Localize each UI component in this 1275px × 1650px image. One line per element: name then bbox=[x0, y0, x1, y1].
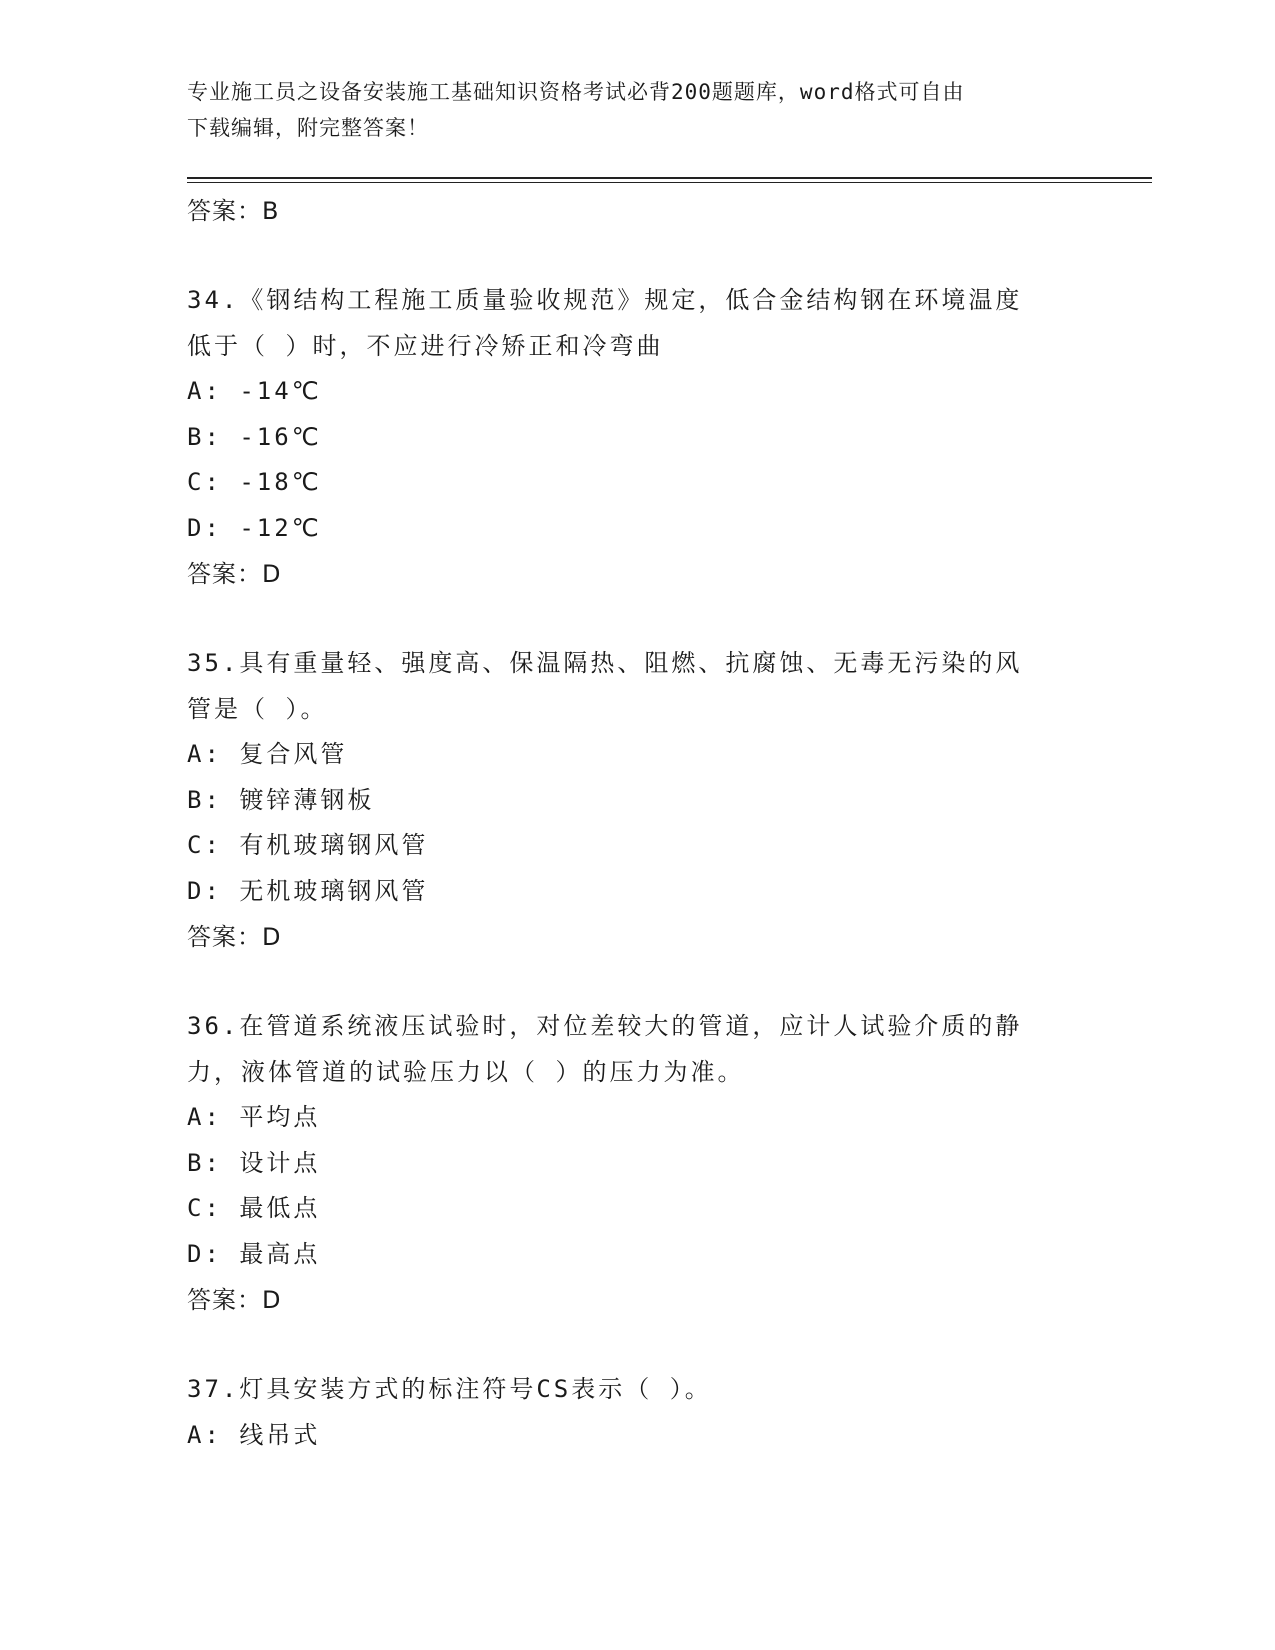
option-c: C: -18℃ bbox=[187, 468, 322, 496]
question-text-line: 力，液体管道的试验压力以（ ）的压力为准。 bbox=[187, 1057, 745, 1086]
header-divider-thin bbox=[187, 182, 1152, 183]
answer-label: 答案：D bbox=[187, 560, 282, 588]
question-text-line: 37.灯具安装方式的标注符号CS表示（ ）。 bbox=[187, 1375, 712, 1403]
option-b: B: 镀锌薄钢板 bbox=[187, 785, 375, 814]
option-c: C: 最低点 bbox=[187, 1194, 321, 1222]
question-text-line: 34.《钢结构工程施工质量验收规范》规定，低合金结构钢在环境温度 bbox=[187, 286, 1023, 314]
answer-label: 答案：D bbox=[187, 923, 282, 951]
option-b: B: -16℃ bbox=[187, 422, 322, 451]
question-text-line: 36.在管道系统液压试验时，对位差较大的管道，应计人试验介质的静 bbox=[187, 1012, 1023, 1040]
option-b: B: 设计点 bbox=[187, 1148, 321, 1177]
spacer bbox=[187, 234, 1087, 278]
spacer bbox=[187, 1323, 1087, 1367]
question-text-line: 管是（ ）。 bbox=[187, 694, 328, 723]
question-35 bbox=[187, 641, 1087, 960]
question-list bbox=[187, 188, 1087, 1458]
question-text-line: 低于（ ）时，不应进行冷矫正和冷弯曲 bbox=[187, 331, 664, 360]
option-a: A: 线吊式 bbox=[187, 1420, 321, 1449]
option-d: D: -12℃ bbox=[187, 513, 322, 542]
option-a: A: 平均点 bbox=[187, 1103, 321, 1131]
question-36 bbox=[187, 1004, 1087, 1323]
answer-label: 答案：D bbox=[187, 1286, 282, 1314]
previous-answer: 答案：B bbox=[187, 197, 280, 225]
spacer bbox=[187, 960, 1087, 1004]
option-c: C: 有机玻璃钢风管 bbox=[187, 831, 429, 859]
option-a: A: 复合风管 bbox=[187, 740, 348, 768]
question-text-line: 35.具有重量轻、强度高、保温隔热、阻燃、抗腐蚀、无毒无污染的风 bbox=[187, 649, 1023, 677]
header-line-1: 专业施工员之设备安装施工基础知识资格考试必背200题题库，word格式可自由 bbox=[187, 80, 965, 104]
option-d: D: 最高点 bbox=[187, 1239, 321, 1268]
header-divider-thick bbox=[187, 177, 1152, 179]
question-37 bbox=[187, 1367, 1087, 1458]
spacer bbox=[187, 597, 1087, 641]
header-line-2: 下载编辑，附完整答案！ bbox=[187, 116, 429, 140]
question-34 bbox=[187, 278, 1087, 597]
option-a: A: -14℃ bbox=[187, 377, 322, 405]
option-d: D: 无机玻璃钢风管 bbox=[187, 876, 429, 905]
document-header bbox=[187, 74, 1067, 146]
